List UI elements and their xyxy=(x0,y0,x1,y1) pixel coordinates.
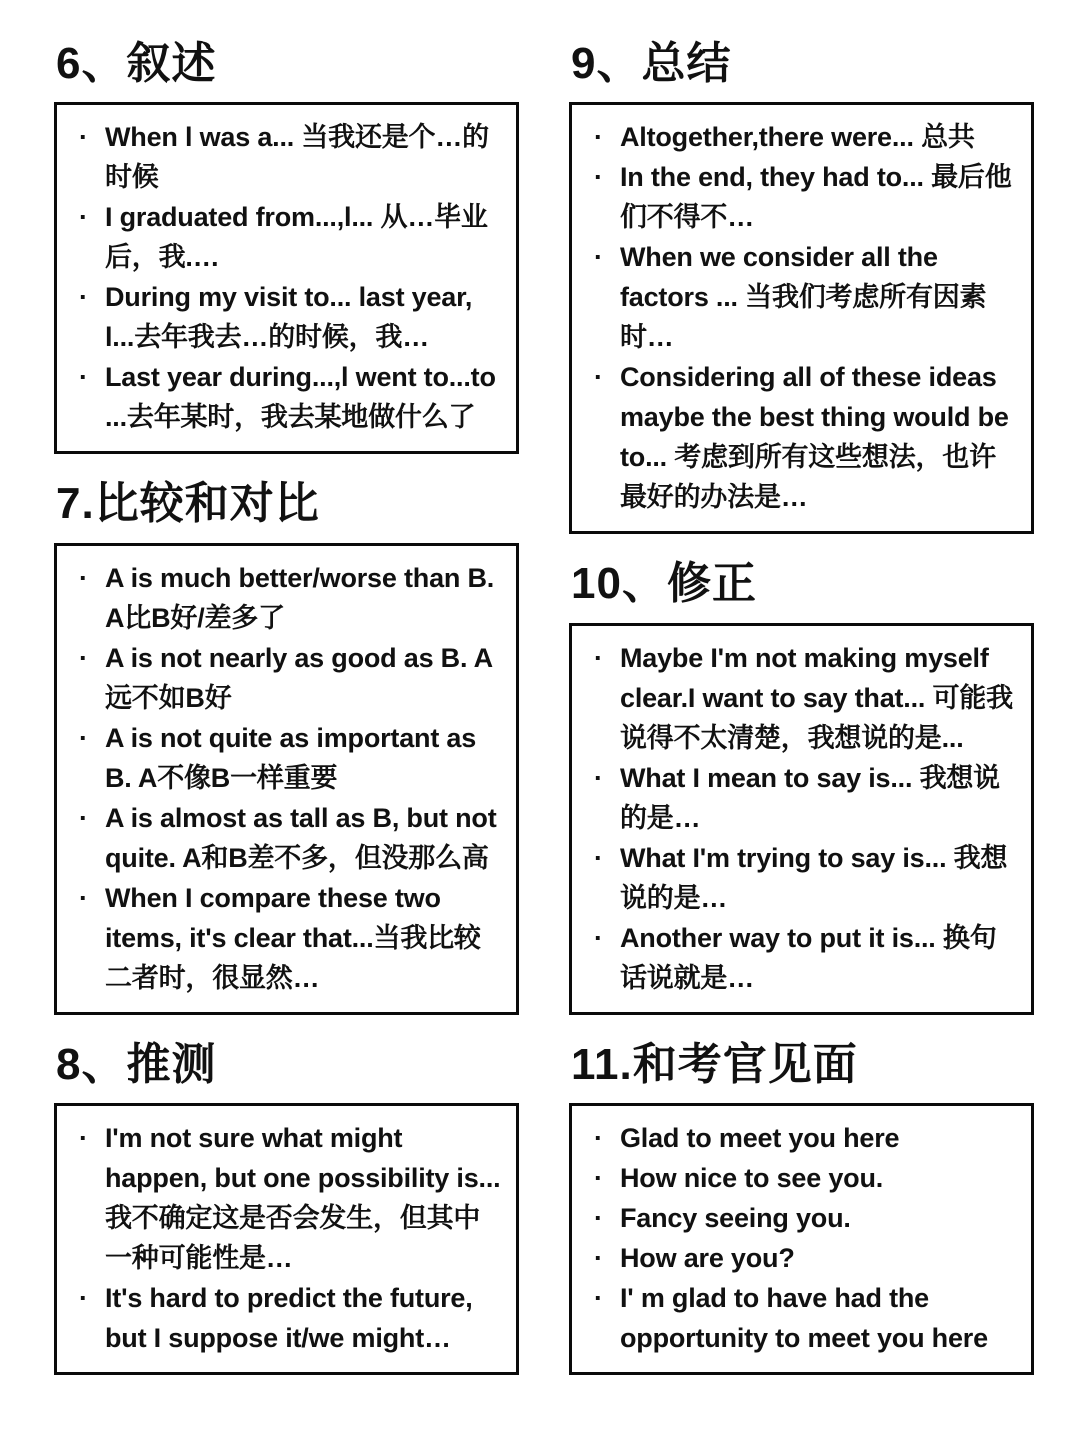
phrase-item: · Glad to meet you here xyxy=(584,1118,1021,1158)
section-speculation xyxy=(54,1041,519,1375)
phrase-item: · A is almost as tall as B, but not quite. A和B差不多，但没那么高 xyxy=(69,798,506,878)
phrase-box-8 xyxy=(54,1103,519,1375)
phrase-list-7 xyxy=(69,558,506,998)
phrase-item: · Fancy seeing you. xyxy=(584,1198,1021,1238)
section-compare-contrast xyxy=(54,480,519,1014)
phrase-item: · I'm not sure what might happen, but one possibility is... 我不确定这是否会发生，但其中一种可能性是… xyxy=(69,1118,506,1278)
section-summary xyxy=(569,40,1034,534)
phrase-item: · Last year during...,l went to...to ...去年某时，我去某地做什么了 xyxy=(69,357,506,437)
phrase-item: · When I compare these two items, it's clear that...当我比较二者时，很显然… xyxy=(69,878,506,998)
left-column xyxy=(54,40,519,1375)
phrase-box-6 xyxy=(54,102,519,454)
phrase-item: · I' m glad to have had the opportunity to meet you here xyxy=(584,1278,1021,1358)
section-title-8: 8、推测 xyxy=(56,1039,217,1089)
section-meeting-examiner xyxy=(569,1041,1034,1375)
section-correction xyxy=(569,560,1034,1014)
section-title-6: 6、叙述 xyxy=(56,39,217,88)
phrase-item: · Maybe I'm not making myself clear.I want to say that... 可能我说得不太清楚，我想说的是... xyxy=(584,638,1021,758)
phrase-item: · A is not quite as important as B. A不像B一样重要 xyxy=(69,718,506,798)
phrase-item: · In the end, they had to... 最后他们不得不… xyxy=(584,157,1021,237)
phrase-item: · I graduated from...,l... 从…毕业后，我.… xyxy=(69,197,506,277)
phrase-list-6 xyxy=(69,117,506,437)
section-title-11: 11.和考官见面 xyxy=(571,1039,858,1089)
phrase-item: · When we consider all the factors ... 当我们考虑所有因素时… xyxy=(584,237,1021,357)
phrase-list-9 xyxy=(584,117,1021,517)
two-column-layout xyxy=(54,40,1034,1375)
phrase-list-10 xyxy=(584,638,1021,998)
phrase-item: · What I mean to say is... 我想说的是… xyxy=(584,758,1021,838)
phrase-item: · How nice to see you. xyxy=(584,1158,1021,1198)
phrase-list-11 xyxy=(584,1118,1021,1358)
phrase-box-11 xyxy=(569,1103,1034,1375)
phrase-list-8 xyxy=(69,1118,506,1358)
section-title-10: 10、修正 xyxy=(571,559,757,609)
phrase-item: · It's hard to predict the future, but I suppose it/we might… xyxy=(69,1278,506,1358)
phrase-item: · Considering all of these ideas maybe the best thing would be to... 考虑到所有这些想法，也许最好的办法是… xyxy=(584,357,1021,517)
phrase-item: · What I'm trying to say is... 我想说的是… xyxy=(584,838,1021,918)
phrase-box-9 xyxy=(569,102,1034,534)
section-title-7: 7.比较和对比 xyxy=(56,479,320,529)
phrase-item: · Another way to put it is... 换句话说就是… xyxy=(584,918,1021,998)
phrase-item: · Altogether,there were... 总共 xyxy=(584,117,1021,157)
phrase-item: · A is not nearly as good as B. A远不如B好 xyxy=(69,638,506,718)
section-title-9: 9、总结 xyxy=(571,39,732,88)
phrase-item: · During my visit to... last year, l...去年我去…的时候，我… xyxy=(69,277,506,357)
right-column xyxy=(569,40,1034,1375)
phrase-box-7 xyxy=(54,543,519,1015)
section-narration xyxy=(54,40,519,454)
phrase-box-10 xyxy=(569,623,1034,1015)
phrase-item: · When l was a... 当我还是个…的时候 xyxy=(69,117,506,197)
phrase-item: · How are you? xyxy=(584,1238,1021,1278)
phrase-item: · A is much better/worse than B. A比B好/差多了 xyxy=(69,558,506,638)
